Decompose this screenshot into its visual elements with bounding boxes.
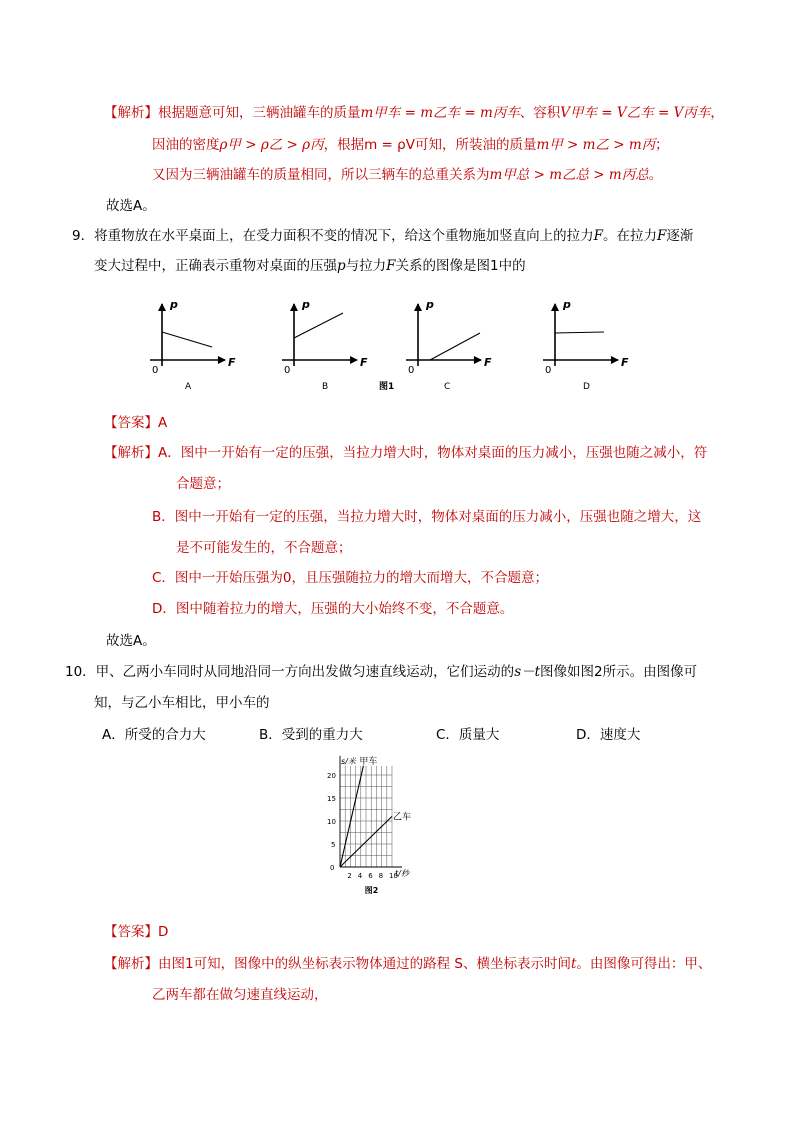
- graph-a-line: [162, 332, 212, 347]
- graph-b-label: B: [322, 382, 329, 392]
- q9-conclusion: 故选A。: [106, 633, 156, 649]
- y-axis-label: s/米: [341, 756, 356, 766]
- x-tick-label: 4: [357, 872, 363, 880]
- graph-c-label: C: [444, 382, 451, 392]
- x-tick-label: 8: [378, 872, 384, 880]
- q10-analysis-line2: 乙两车都在做匀速直线运动，: [152, 987, 328, 1003]
- graph-d-label: D: [583, 382, 590, 392]
- q9-stem-line2: 变大过程中，正确表示重物对桌面的压强p与拉力F关系的图像是图1中的: [94, 258, 526, 274]
- graph-b-f-label: F: [360, 356, 368, 369]
- y-tick-label: 0: [330, 864, 335, 872]
- graph-d-line: [555, 332, 604, 333]
- q10-stem-line2: 知，与乙小车相比，甲小车的: [94, 695, 270, 711]
- q10-analysis-line1: 【解析】由图1可知，图像中的纵坐标表示物体通过的路程 S、横坐标表示时间t。由图像可得出：甲、: [104, 956, 712, 972]
- q9-stem-line1: 9．将重物放在水平桌面上，在受力面积不变的情况下，给这个重物施加竖直向上的拉力F。在拉力F逐渐: [72, 228, 694, 244]
- graph-a-origin: 0: [152, 365, 159, 376]
- graph-d-origin: 0: [545, 365, 552, 376]
- series-yi-label: 乙车: [393, 812, 412, 823]
- q8-conclusion: 故选A。: [106, 198, 156, 214]
- x-tick-label: 2: [347, 872, 352, 880]
- x-axis-label: t/秒: [395, 869, 409, 878]
- graph-a-label: A: [185, 382, 192, 392]
- q9-answer: 【答案】A: [104, 415, 168, 431]
- graph-a-f-label: F: [228, 356, 236, 369]
- y-tick-label: 10: [327, 818, 336, 826]
- q8-analysis-line2: 因油的密度ρ甲 > ρ乙 > ρ丙，根据m = ρV可知，所装油的质量m甲 > m乙 > m丙；: [152, 137, 669, 153]
- q10-option-b: B．受到的重力大: [259, 727, 363, 743]
- figure-1: [0, 290, 794, 400]
- q10-option-c: C．质量大: [436, 727, 500, 743]
- graph-c-origin: 0: [408, 365, 415, 376]
- q10-answer: 【答案】D: [104, 924, 169, 940]
- graph-a: [150, 298, 236, 392]
- graph-b-origin: 0: [284, 365, 291, 376]
- graph-c-p-label: p: [426, 298, 434, 311]
- graph-b: [282, 298, 368, 392]
- q8-analysis-line3: 又因为三辆油罐车的质量相同，所以三辆车的总重关系为m甲总 > m乙总 > m丙总。: [152, 167, 663, 183]
- graph-c-line: [430, 333, 480, 360]
- q10-option-a: A．所受的合力大: [102, 727, 206, 743]
- graph-c: [406, 298, 492, 392]
- q9-analysis-d: D．图中随着拉力的增大，压强的大小始终不变，不合题意。: [152, 601, 514, 617]
- q9-analysis-b: B．图中一开始有一定的压强，当拉力增大时，物体对桌面的压力减小，压强也随之增大，这: [152, 509, 702, 525]
- graph-d-p-label: p: [563, 298, 571, 311]
- x-tick-label: 10: [389, 872, 398, 880]
- figure-2-caption: 图2: [364, 886, 379, 895]
- graph-c-f-label: F: [484, 356, 492, 369]
- series-jia-label: 甲车: [359, 756, 378, 767]
- q8-analysis-line1: 【解析】根据题意可知，三辆油罐车的质量m甲车 = m乙车 = m丙车、容积V甲车 = V乙车 = V丙车，: [104, 105, 724, 121]
- graph-d: [543, 298, 629, 392]
- y-tick-label: 5: [331, 841, 336, 849]
- figure-2-chart: [310, 755, 490, 900]
- y-tick-label: 15: [327, 795, 336, 803]
- figure-1-caption: 图1: [379, 382, 395, 392]
- q9-analysis-c: C．图中一开始压强为0，且压强随拉力的增大而增大，不合题意；: [152, 570, 549, 586]
- graph-b-p-label: p: [302, 298, 310, 311]
- y-tick-label: 20: [327, 772, 336, 780]
- q9-analysis-b-cont: 是不可能发生的，不合题意；: [176, 540, 352, 556]
- graph-b-line: [294, 313, 343, 338]
- q9-analysis-a-cont: 合题意；: [176, 476, 230, 492]
- q10-stem-line1: 10．甲、乙两小车同时从同地沿同一方向出发做匀速直线运动，它们运动的s－t图像如图2所示。由图像可: [65, 664, 698, 680]
- q10-option-d: D．速度大: [576, 727, 641, 743]
- graph-a-p-label: p: [170, 298, 178, 311]
- graph-d-f-label: F: [621, 356, 629, 369]
- x-tick-label: 6: [368, 872, 373, 880]
- series-jia-line: [340, 766, 363, 867]
- q8-jiexi-tag: 【解析】: [104, 105, 158, 121]
- q9-analysis-a: 【解析】A．图中一开始有一定的压强，当拉力增大时，物体对桌面的压力减小，压强也随之减小，符: [104, 445, 708, 461]
